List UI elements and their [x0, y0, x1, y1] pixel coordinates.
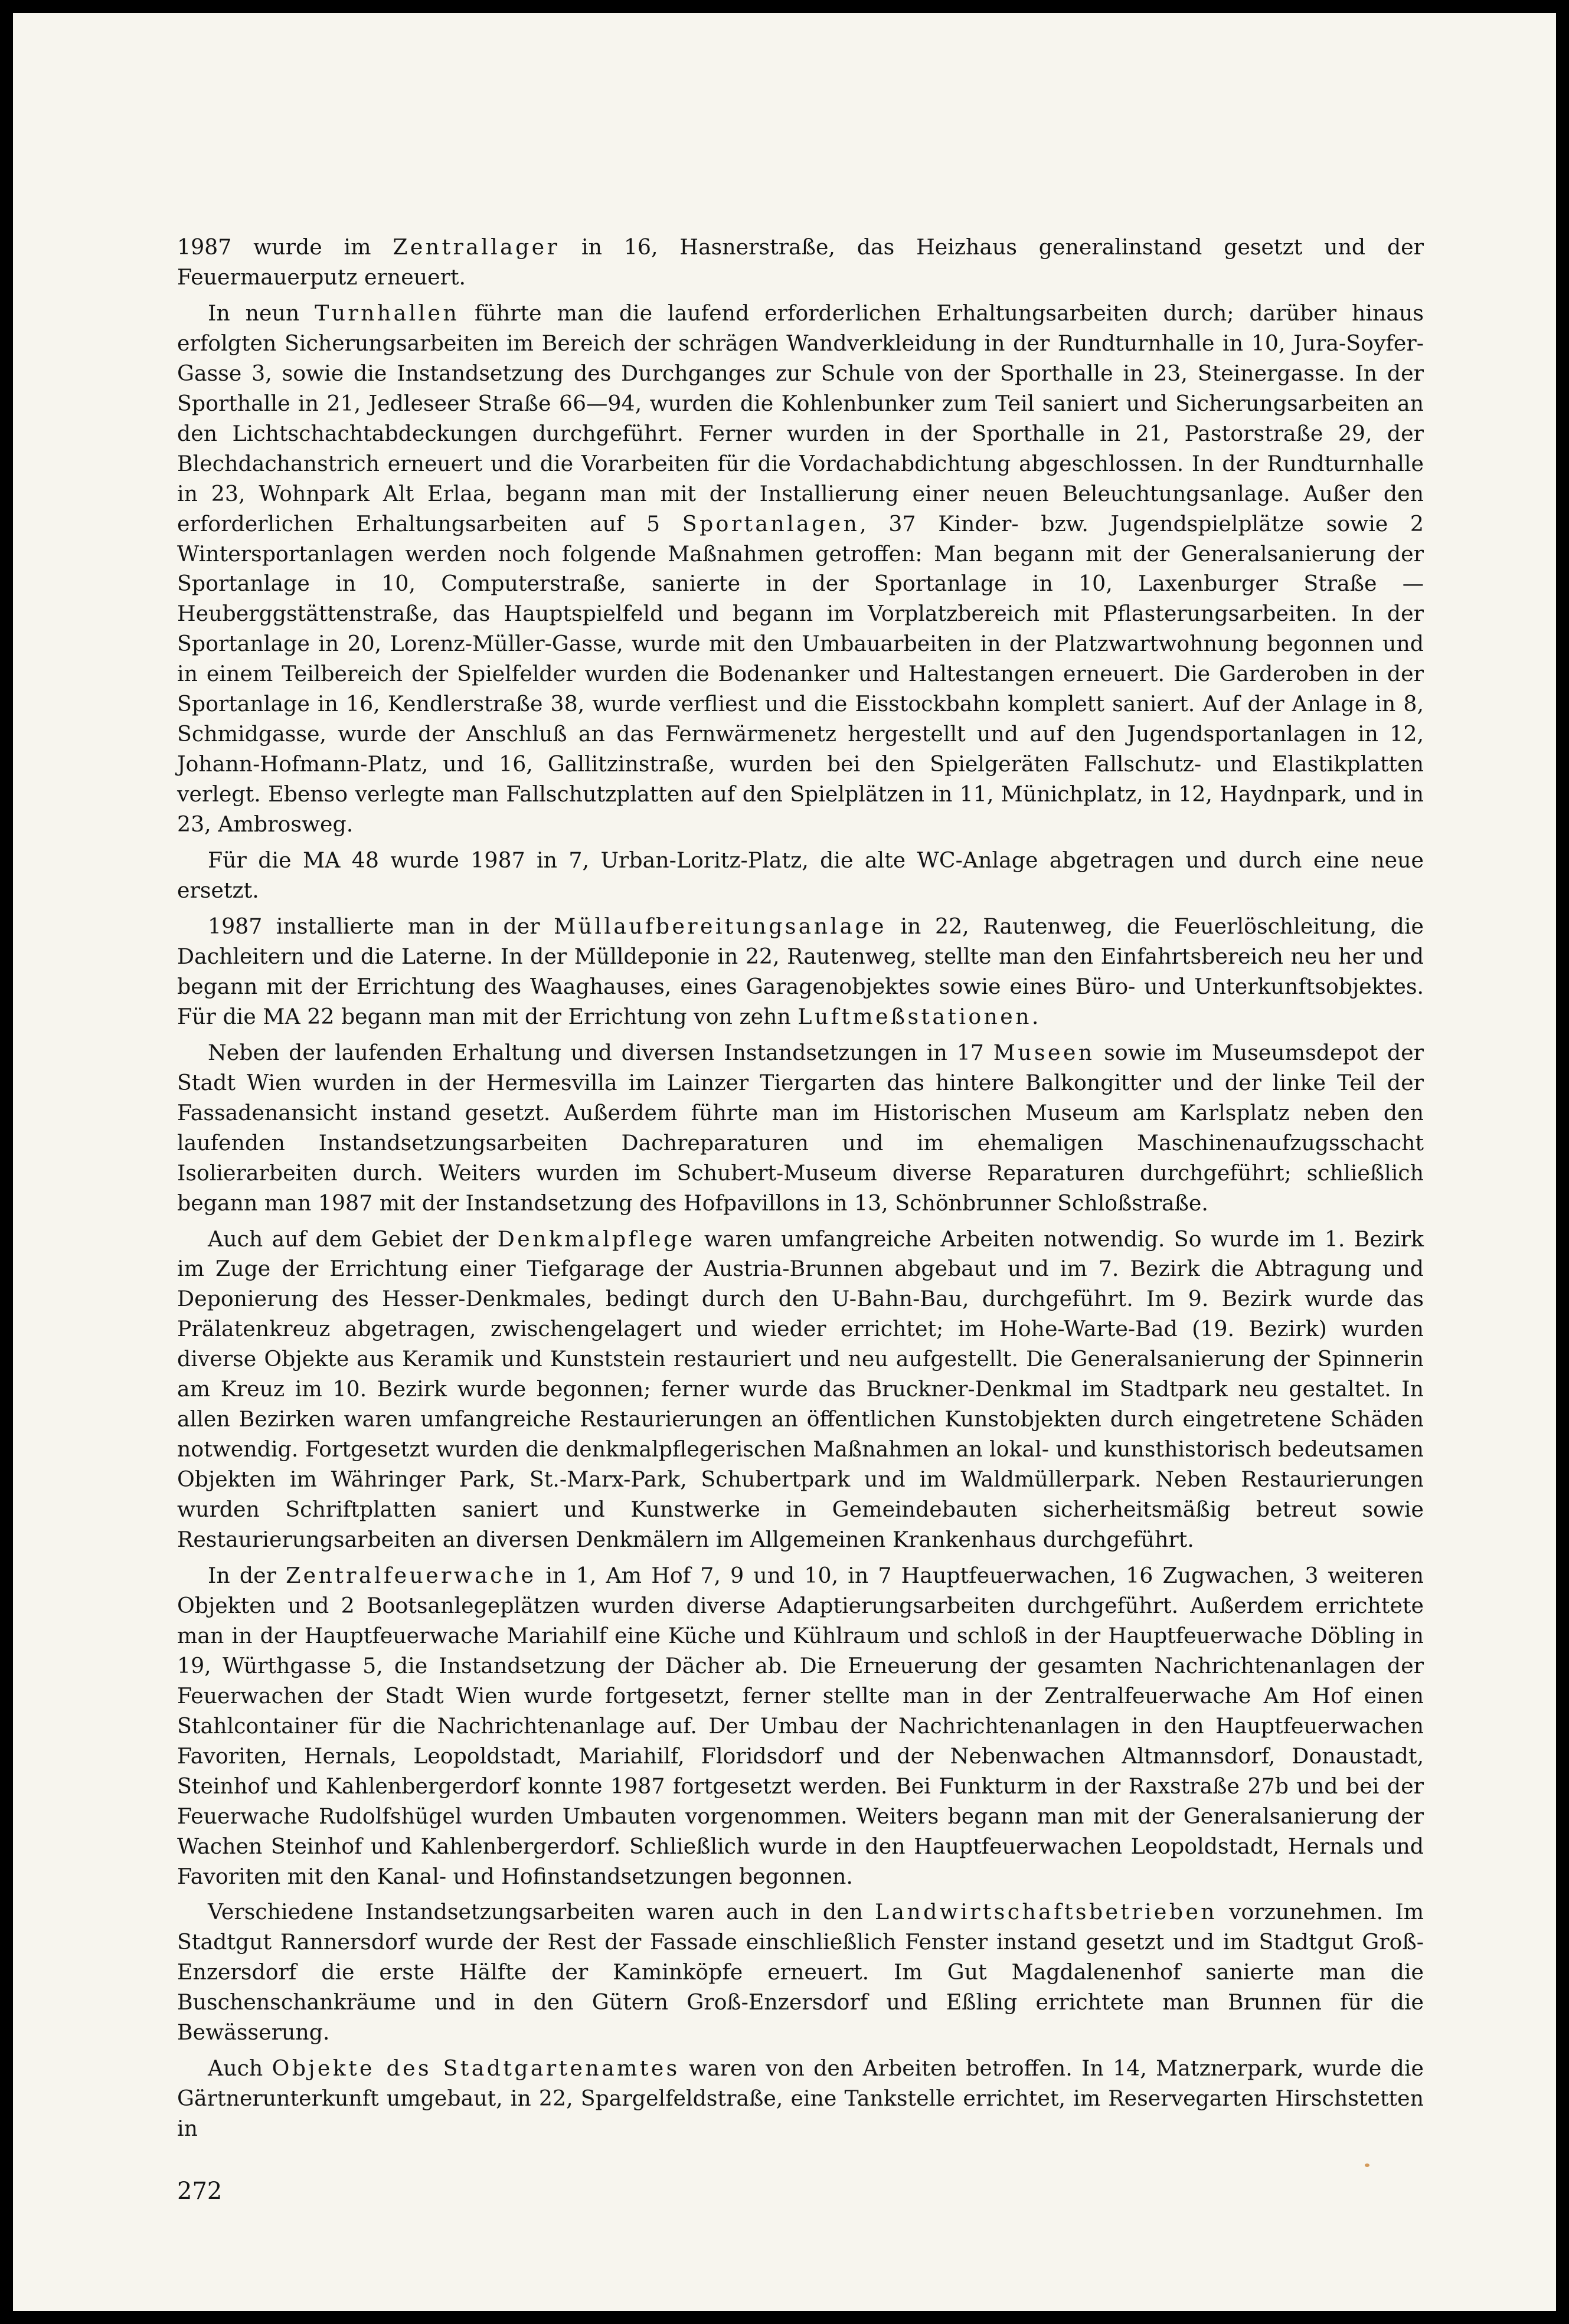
- spaced-keyword: Müllaufbereitungsanlage: [554, 913, 887, 939]
- spaced-keyword: Luftmeßstationen: [797, 1003, 1032, 1029]
- spaced-keyword: Sportanlagen: [682, 510, 860, 536]
- text-run: in 22, Rautenweg, die Feuerlöschleitung, die Dachleitern und die Laterne. In der Mülldeponie in 22, Rautenweg, stellte man den Einfahrtsbereich neu her und begann mit der Errichtung des Waaghauses, eines Garagenobjektes sowie eines Büro- und Unterkunftsobjektes. Für die MA 22 begann man mit der Errichtung von zehn: [177, 913, 1424, 1029]
- text-run: Auch: [208, 2055, 272, 2081]
- text-run: waren von den Arbeiten betroffen. In 14, Matznerpark, wurde die Gärtnerunterkunft umgebaut, in 22, Spargelfeldstraße, eine Tankstelle errichtet, im Reservegarten Hirschstetten in: [177, 2055, 1424, 2142]
- text-run: In der: [208, 1562, 286, 1588]
- text-run: .: [1031, 1003, 1039, 1029]
- text-run: waren umfangreiche Arbeiten notwendig. So wurde im 1. Bezirk im Zuge der Errichtung einer Tiefgarage der Austria-Brunnen abgebaut und im 7. Bezirk die Abtragung und Deponierung des Hesser-Denkmales, bedingt durch den U-Bahn-Bau, durchgeführt. Im 9. Bezirk wurde das Prälatenkreuz abgetragen, zwischengelagert und wieder errichtet; im Hohe-Warte-Bad (19. Bezirk) wurden diverse Objekte aus Keramik und Kunststein restauriert und neu aufgestellt. Die Generalsanierung der Spinnerin am Kreuz im 10. Bezirk wurde begonnen; ferner wurde das Bruckner-Denkmal im Stadtpark neu gestaltet. In allen Bezirken waren umfangreiche Restaurierungen an öffentlichen Kunstobjekten durch eingetretene Schäden notwendig. Fortgesetzt wurden die denkmalpflegerischen Maßnahmen an lokal- und kunsthistorisch bedeutsamen Objekten im Währinger Park, St.-Marx-Park, Schubertpark und im Waldmüllerpark. Neben Restaurierungen wurden Schriftplatten saniert und Kunstwerke in Gemeindebauten sicherheitsmäßig betreut sowie Restaurierungsarbeiten an diversen Denkmälern im Allgemeinen Krankenhaus durchgeführt.: [177, 1226, 1424, 1553]
- paragraph: [177, 2054, 1424, 2144]
- page-number: 272: [177, 2178, 223, 2205]
- spaced-keyword: Objekte des Stadtgartenamtes: [272, 2055, 680, 2081]
- text-run: Neben der laufenden Erhaltung und diversen Instandsetzungen in 17: [208, 1039, 993, 1065]
- text-run: Für die MA 48 wurde 1987 in 7, Urban-Loritz-Platz, die alte WC-Anlage abgetragen und durch eine neue ersetzt.: [177, 847, 1424, 904]
- body-text: [177, 233, 1424, 2150]
- paper-speck: [1365, 2163, 1369, 2167]
- text-run: sowie im Museumsdepot der Stadt Wien wurden in der Hermesvilla im Lainzer Tiergarten das hintere Balkongitter und der linke Teil der Fassadenansicht instand gesetzt. Außerdem führte man im Historischen Museum am Karlsplatz neben den laufenden Instandsetzungsarbeiten Dachreparaturen und im ehemaligen Maschinenaufzugsschacht Isolierarbeiten durch. Weiters wurden im Schubert-Museum diverse Reparaturen durchgeführt; schließlich begann man 1987 mit der Instandsetzung des Hofpavillons in 13, Schönbrunner Schloßstraße.: [177, 1039, 1424, 1216]
- spaced-keyword: Zentralfeuerwache: [286, 1562, 537, 1588]
- spaced-keyword: Denkmalpflege: [497, 1226, 695, 1252]
- text-run: führte man die laufend erforderlichen Erhaltungsarbeiten durch; darüber hinaus erfolgten Sicherungsarbeiten im Bereich der schrägen Wandverkleidung in der Rundturnhalle in 10, Jura-Soyfer-Gasse 3, sowie die Instandsetzung des Durchganges zur Schule von der Sporthalle in 23, Steinergasse. In der Sporthalle in 21, Jedleseer Straße 66—94, wurden die Kohlenbunker zum Teil saniert und Sicherungsarbeiten an den Lichtschachtabdeckungen durchgeführt. Ferner wurden in der Sporthalle in 21, Pastorstraße 29, der Blechdachanstrich erneuert und die Vorarbeiten für die Vordachabdichtung abgeschlossen. In der Rundturnhalle in 23, Wohnpark Alt Erlaa, begann man mit der Installierung einer neuen Beleuchtungsanlage. Außer den erforderlichen Erhaltungsarbeiten auf 5: [177, 300, 1424, 536]
- paragraph: [177, 1561, 1424, 1891]
- paragraph: [177, 299, 1424, 840]
- spaced-keyword: Zentrallager: [393, 234, 560, 260]
- paragraph: [177, 233, 1424, 293]
- spaced-keyword: Turnhallen: [315, 300, 460, 326]
- paragraph: [177, 846, 1424, 906]
- text-run: , 37 Kinder- bzw. Jugendspielplätze sowie 2 Wintersportanlagen werden noch folgende Maßnahmen getroffen: Man begann mit der Generalsanierung der Sportanlage in 10, Computerstraße, sanierte in der Sportanlage in 10, Laxenburger Straße — Heuberggstättenstraße, das Hauptspielfeld und begann im Vorplatzbereich mit Pflasterungsarbeiten. In der Sportanlage in 20, Lorenz-Müller-Gasse, wurde mit den Umbauarbeiten in der Platzwartwohnung begonnen und in einem Teilbereich der Spielfelder wurden die Bodenanker und Haltestangen erneuert. Die Garderoben in der Sportanlage in 16, Kendlerstraße 38, wurde verfliest und die Eisstockbahn komplett saniert. Auf der Anlage in 8, Schmidgasse, wurde der Anschluß an das Fernwärmenetz hergestellt und auf den Jugendsportanlagen in 12, Johann-Hofmann-Platz, und 16, Gallitzinstraße, wurden bei den Spielgeräten Fallschutz- und Elastikplatten verlegt. Ebenso verlegte man Fallschutzplatten auf den Spielplätzen in 11, Münichplatz, in 12, Haydnpark, und in 23, Ambrosweg.: [177, 510, 1424, 837]
- text-run: Verschiedene Instandsetzungsarbeiten waren auch in den: [208, 1899, 875, 1925]
- paragraph: [177, 912, 1424, 1032]
- text-run: in 1, Am Hof 7, 9 und 10, in 7 Hauptfeuerwachen, 16 Zugwachen, 3 weiteren Objekten und 2 Bootsanlegeplätzen wurden diverse Adaptierungsarbeiten durchgeführt. Außerdem errichtete man in der Hauptfeuerwache Mariahilf eine Küche und Kühlraum und schloß in der Hauptfeuerwache Döbling in 19, Würthgasse 5, die Instandsetzung der Dächer ab. Die Erneuerung der gesamten Nachrichtenanlagen der Feuerwachen der Stadt Wien wurde fortgesetzt, ferner stellte man in der Zentralfeuerwache Am Hof einen Stahlcontainer für die Nachrichtenanlage auf. Der Umbau der Nachrichtenanlagen in den Hauptfeuerwachen Favoriten, Hernals, Leopoldstadt, Mariahilf, Floridsdorf und der Nebenwachen Altmannsdorf, Donaustadt, Steinhof und Kahlenbergerdorf konnte 1987 fortgesetzt werden. Bei Funkturm in der Raxstraße 27b und bei der Feuerwache Rudolfshügel wurden Umbauten vorgenommen. Weiters begann man mit der Generalsanierung der Wachen Steinhof und Kahlenbergerdorf. Schließlich wurde in den Hauptfeuerwachen Leopoldstadt, Hernals und Favoriten mit den Kanal- und Hofinstandsetzungen begonnen.: [177, 1562, 1424, 1889]
- text-run: vorzunehmen. Im Stadtgut Rannersdorf wurde der Rest der Fassade einschließlich Fenster instand gesetzt und im Stadtgut Groß-Enzersdorf die erste Hälfte der Kaminköpfe erneuert. Im Gut Magdalenenhof sanierte man die Buschenschankräume und in den Gütern Groß-Enzersdorf und Eßling errichtete man Brunnen für die Bewässerung.: [177, 1899, 1424, 2045]
- spaced-keyword: Landwirtschaftsbetrieben: [874, 1899, 1217, 1925]
- paragraph: [177, 1038, 1424, 1219]
- text-run: in 16, Hasnerstraße, das Heizhaus generalinstand gesetzt und der Feuermauerputz erneuert.: [177, 234, 1424, 290]
- text-run: Auch auf dem Gebiet der: [208, 1226, 498, 1252]
- text-run: 1987 wurde im: [177, 234, 393, 260]
- document-page: [13, 13, 1556, 2311]
- spaced-keyword: Museen: [993, 1039, 1095, 1065]
- text-run: In neun: [208, 300, 315, 326]
- text-run: 1987 installierte man in der: [208, 913, 554, 939]
- paragraph: [177, 1225, 1424, 1555]
- paragraph: [177, 1897, 1424, 2048]
